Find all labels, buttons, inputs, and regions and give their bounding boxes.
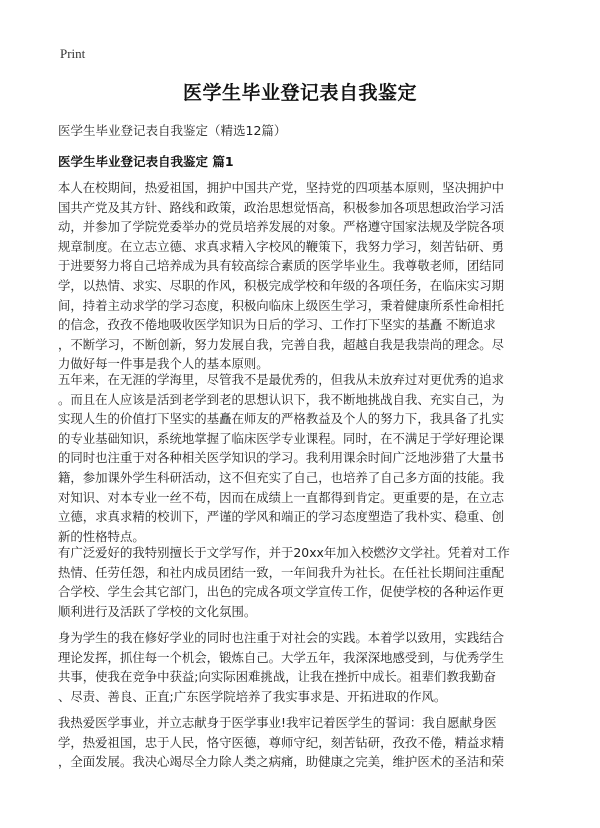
section-heading: 医学生毕业登记表自我鉴定 篇1 [58, 154, 234, 169]
document-title: 医学生毕业登记表自我鉴定 [182, 82, 417, 104]
paragraph-4: 身为学生的我在修好学业的同时也注重于对社会的实践。本着学以致用，实践结合 理论发挥，抓住每一个机会，锻炼自己。大学五年，我深深地感受到，与优秀学生 共事，使我在竞争中获益;向实际困难挑战，让我在挫折中成长。祖辈们教我勤奋 、尽责、善良、正直;广东医学院培养了我实事求是、开拓进取的作风。 [58, 630, 505, 704]
paragraph-3: 有广泛爱好的我特别擅长于文学写作，并于20xx年加入校燃汐文学社。凭着对工作 热情、任劳任怨，和社内成员团结一致，一年间我升为社长。在任社长期间注重配 合学校、学生会其它部门，出色的完成各项文学宣传工作，促使学校的各种运作更 顺利进行及活跃了学校的文化氛围。 [58, 545, 510, 619]
paragraph-2: 五年来，在无涯的学海里，尽管我不是最优秀的，但我从未放弃过对更优秀的追求 。而且在人应该是活到老学到老的思想认识下，我不断地挑战自我、充实自己，为 实现人生的价值打下坚实的基矗在师友的严格教益及个人的努力下，我具备了扎实 的专业基础知识，系统地掌握了临床医学专业课程。同时，在不满足于学好理论课 的同时也注重于对各种相关医学知识的学习。我利用课余时间广泛地涉猎了大量书 籍，参加课外学生科研活动，这不但充实了自己，也培养了自己多方面的技能。我 对知识、对本专业一丝不苟，因而在成绩上一直都得到肯定。更重要的是，在立志 立德，求真求精的校训下，严谨的学风和端正的学习态度塑造了我朴实、稳重、创 新的性格特点。 [58, 372, 505, 544]
document-subtitle: 医学生毕业登记表自我鉴定（精选12篇） [58, 123, 287, 138]
print-link[interactable]: Print [60, 46, 86, 61]
paragraph-5: 我热爱医学事业，并立志献身于医学事业!我牢记着医学生的誓词：我自愿献身医 学，热爱祖国，忠于人民，恪守医德，尊师守纪，刻苦钻研，孜孜不倦，精益求精 ，全面发展。我决心竭尽全力除人类之病痛，助健康之完美，维护医术的圣洁和荣 [58, 715, 505, 770]
paragraph-1: 本人在校期间，热爱祖国，拥护中国共产党，坚持党的四项基本原则，坚决拥护中 国共产党及其方针、路线和政策，政治思想觉悟高，积极参加各项思想政治学习活 动，并参加了学院党委举办的党员培养发展的对象。严格遵守国家法规及学院各项 规章制度。在立志立德、求真求精入字校风的鞭策下，我努力学习，刻苦钻研、勇 于进要努力将自己培养成为具有较高综合素质的医学毕业生。我尊敬老师，团结同 学，以热情、求实、尽职的作风，积极完成学校和年级的各项任务，在临床实习期 间，持着主动求学的学习态度，积极向临床上级医生学习，秉着健康所系性命相托 的信念，孜孜不倦地吸收医学知识为日后的学习、工作打下坚实的基矗 不断追求 ，不断学习，不断创新，努力发展自我，完善自我，超越自我是我崇尚的理念。尽 力做好每一件事是我个人的基本原则。 [58, 180, 505, 372]
